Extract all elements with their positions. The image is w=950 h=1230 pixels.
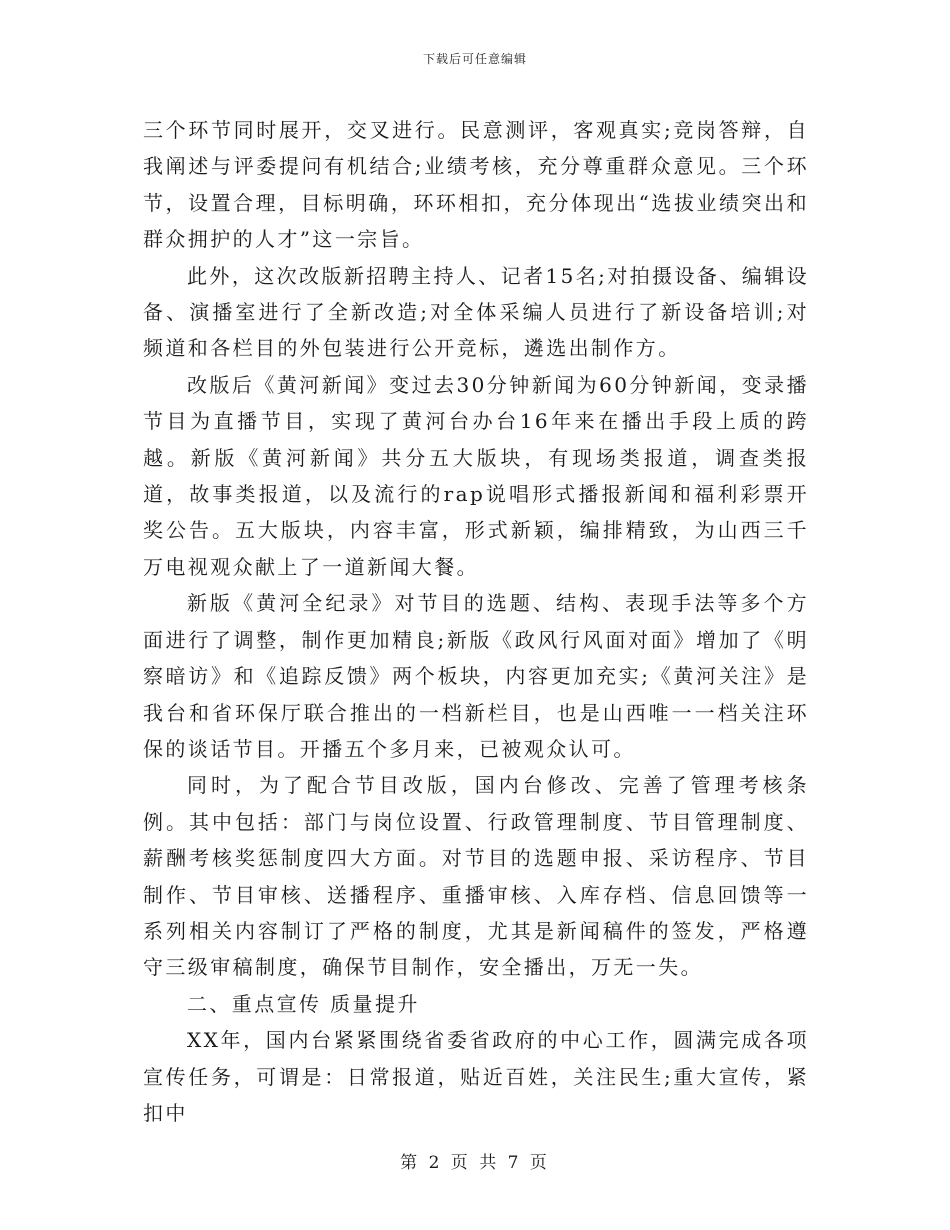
page-header: 下载后可任意编辑 xyxy=(422,52,527,66)
document-body xyxy=(143,112,809,1131)
paragraph: XX年，国内台紧紧围绕省委省政府的中心工作，圆满完成各项宣传任务，可谓是：日常报道，贴近百姓，关注民生;重大宣传，紧扣中 xyxy=(143,1028,809,1125)
section-heading: 二、重点宣传 质量提升 xyxy=(187,991,420,1016)
paragraph: 此外，这次改版新招聘主持人、记者15名;对拍摄设备、编辑设备、演播室进行了全新改造;对全体采编人员进行了新设备培训;对频道和各栏目的外包装进行公开竞标，遴选出制作方。 xyxy=(143,263,809,361)
paragraph: 新版《黄河全纪录》对节目的选题、结构、表现手法等多个方面进行了调整，制作更加精良;新版《政风行风面对面》增加了《明察暗访》和《追踪反馈》两个板块，内容更加充实;《黄河关注》是我台和省环保厅联合推出的一档新栏目，也是山西唯一一档关注环保的谈话节目。开播五个多月来，已被观众认可。 xyxy=(143,591,809,761)
paragraph: 改版后《黄河新闻》变过去30分钟新闻为60分钟新闻，变录播节目为直播节目，实现了黄河台办台16年来在播出手段上质的跨越。新版《黄河新闻》共分五大版块，有现场类报道，调查类报道，故事类报道，以及流行的rap说唱形式播报新闻和福利彩票开奖公告。五大版块，内容丰富，形式新颖，编排精致，为山西三千万电视观众献上了一道新闻大餐。 xyxy=(143,372,809,579)
paragraph: 同时，为了配合节目改版，国内台修改、完善了管理考核条例。其中包括：部门与岗位设置、行政管理制度、节目管理制度、薪酬考核奖惩制度四大方面。对节目的选题申报、采访程序、节目制作、节目审核、送播程序、重播审核、入库存档、信息回馈等一系列相关内容制订了严格的制度，尤其是新闻稿件的签发，严格遵守三级审稿制度，确保节目制作，安全播出，万无一失。 xyxy=(143,773,809,980)
paragraph-continuation: 三个环节同时展开，交叉进行。民意测评，客观真实;竞岗答辩，自我阐述与评委提问有机结合;业绩考核，充分尊重群众意见。三个环节，设置合理，目标明确，环环相扣，充分体现出“选拔业绩突出和群众拥护的人才”这一宗旨。 xyxy=(143,118,809,252)
page-number: 第 2 页 共 7 页 xyxy=(400,1153,550,1173)
